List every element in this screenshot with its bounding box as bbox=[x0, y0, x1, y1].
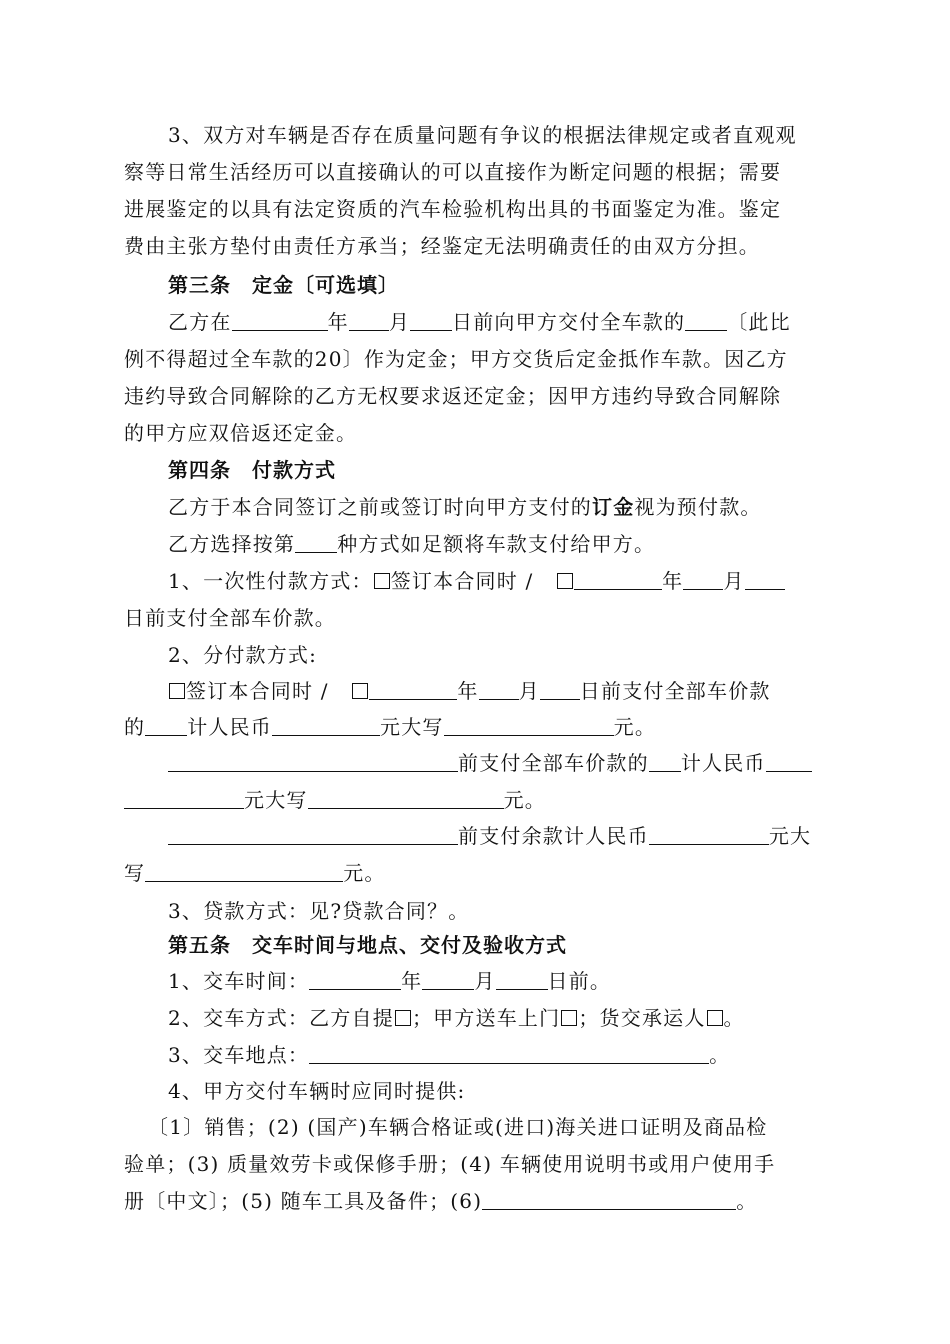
clause-3-line-4: 费由主张方垫付由责任方承当；经鉴定无法明确责任的由双方分担。 bbox=[124, 234, 760, 258]
amount-words-blank[interactable] bbox=[145, 861, 343, 882]
amount-words-blank[interactable] bbox=[444, 715, 614, 736]
section-5-title: 第五条 交车时间与地点、交付及验收方式 bbox=[168, 933, 567, 957]
delivery-place-line: 3、交车地点： 。 bbox=[168, 1043, 731, 1067]
day-blank[interactable] bbox=[745, 569, 785, 590]
deposit-line-1: 乙方在 年 月 日前向甲方交付全车款的 〔此比 bbox=[168, 310, 791, 334]
delivery-place-blank[interactable] bbox=[309, 1043, 709, 1064]
deposit-day-blank[interactable] bbox=[410, 310, 452, 331]
deposit-ratio-blank[interactable] bbox=[685, 310, 727, 331]
deposit-line-3: 违约导致合同解除的乙方无权要求返还定金；因甲方违约导致合同解除 bbox=[124, 384, 782, 408]
payment-method-blank[interactable] bbox=[295, 532, 337, 553]
deposit-year-blank[interactable] bbox=[232, 310, 328, 331]
checkbox[interactable] bbox=[557, 573, 573, 589]
payment-choice-line: 乙方选择按第 种方式如足额将车款支付给甲方。 bbox=[168, 532, 656, 556]
amount-blank[interactable] bbox=[124, 788, 244, 809]
installment-line-6: 写 元。 bbox=[124, 861, 386, 885]
clause-3-line-1: 3、双方对车辆是否存在质量问题有争议的根据法律规定或者直观观 bbox=[168, 123, 797, 147]
prepayment-line: 乙方于本合同签订之前或签订时向甲方支付的订金视为预付款。 bbox=[168, 495, 762, 519]
documents-line-1: 〔1〕销售；(2) (国产)车辆合格证或(进口)海关进口证明及商品检 bbox=[148, 1115, 768, 1139]
other-items-blank[interactable] bbox=[482, 1189, 736, 1210]
day-blank[interactable] bbox=[540, 679, 580, 700]
date-blank[interactable] bbox=[168, 751, 458, 772]
amount-blank[interactable] bbox=[272, 715, 380, 736]
delivery-time-line: 1、交车时间： 年 月 日前。 bbox=[168, 969, 612, 993]
door-delivery-checkbox[interactable] bbox=[561, 1010, 577, 1026]
clause-3-line-3: 进展鉴定的以具有法定资质的汽车检验机构出具的书面鉴定为准。鉴定 bbox=[124, 197, 782, 221]
carrier-checkbox[interactable] bbox=[707, 1010, 723, 1026]
year-blank[interactable] bbox=[369, 679, 457, 700]
deposit-line-2: 例不得超过全车款的20〕作为定金；甲方交货后定金抵作车款。因乙方 bbox=[124, 347, 788, 371]
year-blank[interactable] bbox=[309, 969, 401, 990]
lump-sum-line-1: 1、一次性付款方式： 签订本合同时 / 年 月 bbox=[168, 566, 785, 596]
installment-line-2: 的 计人民币 元大写 元。 bbox=[124, 715, 657, 739]
amount-blank[interactable] bbox=[766, 751, 812, 772]
checkbox[interactable] bbox=[169, 683, 185, 699]
lump-sum-line-2: 日前支付全部车价款。 bbox=[124, 606, 336, 630]
deposit-line-4: 的甲方应双倍返还定金。 bbox=[124, 421, 358, 445]
checkbox[interactable] bbox=[352, 683, 368, 699]
loan-line: 3、贷款方式：见?贷款合同？。 bbox=[168, 899, 470, 923]
month-blank[interactable] bbox=[683, 569, 723, 590]
day-blank[interactable] bbox=[496, 969, 548, 990]
month-blank[interactable] bbox=[422, 969, 474, 990]
date-blank[interactable] bbox=[168, 824, 458, 845]
section-3-title: 第三条 定金〔可选填〕 bbox=[168, 273, 399, 297]
deposit-month-blank[interactable] bbox=[349, 310, 389, 331]
documents-line-2: 验单；(3) 质量效劳卡或保修手册；(4) 车辆使用说明书或用户使用手 bbox=[124, 1152, 776, 1176]
delivery-method-line: 2、交车方式：乙方自提 ；甲方送车上门 ；货交承运人 。 bbox=[168, 1006, 745, 1030]
documents-intro-line: 4、甲方交付车辆时应同时提供: bbox=[168, 1079, 466, 1103]
month-blank[interactable] bbox=[479, 679, 519, 700]
installment-line-1: 签订本合同时 / 年 月 日前支付全部车价款 bbox=[168, 676, 771, 706]
self-pickup-checkbox[interactable] bbox=[395, 1010, 411, 1026]
installment-title: 2、分付款方式: bbox=[168, 643, 318, 667]
section-4-title: 第四条 付款方式 bbox=[168, 458, 336, 482]
percent-blank[interactable] bbox=[145, 715, 187, 736]
percent-blank[interactable] bbox=[649, 751, 681, 772]
installment-line-4: 元大写 元。 bbox=[124, 785, 546, 815]
installment-line-5: 前支付余款计人民币 元大 bbox=[168, 821, 811, 851]
amount-blank[interactable] bbox=[649, 824, 769, 845]
documents-line-3: 册〔中文〕；(5) 随车工具及备件；(6) 。 bbox=[124, 1189, 758, 1213]
amount-words-blank[interactable] bbox=[308, 788, 504, 809]
year-blank[interactable] bbox=[574, 569, 662, 590]
clause-3-line-2: 察等日常生活经历可以直接确认的可以直接作为断定问题的根据；需要 bbox=[124, 160, 782, 184]
checkbox[interactable] bbox=[374, 573, 390, 589]
installment-line-3: 前支付全部车价款的 计人民币 bbox=[168, 748, 812, 778]
